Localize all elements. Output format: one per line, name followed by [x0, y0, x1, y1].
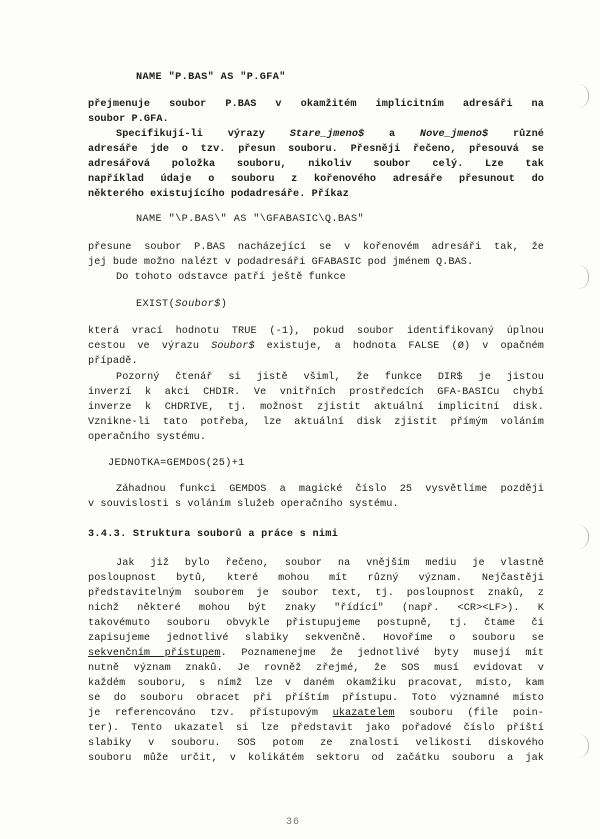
text-line: která vrací hodnotu TRUE (-1), pokud soubor identifikovaný úplnou [88, 326, 544, 337]
text-line: Specifikují-li výrazy Stare_jmeno$ a Nove_jmeno$ různé [116, 129, 545, 140]
text-line: slabiky v souboru. SOS potom ze znalosti velikosti diskového [88, 738, 544, 749]
text-line: ter). Tento ukazatel si lze představit jako pořadové číslo příští [88, 723, 544, 734]
text-line: adresářová položka souboru, nikoliv soubor celý. Lze tak [88, 159, 544, 170]
text-line: v souvislosti s voláním služeb operačního systému. [88, 499, 399, 510]
code-line: EXIST(Soubor$) [136, 299, 228, 310]
section-heading: 3.4.3. Struktura souborů a práce s nimi [88, 529, 339, 540]
text-line: Pozorný čtenář si jistě všiml, že funkce DIR$ je jistou [116, 372, 544, 383]
code-line: JEDNOTKA=GEMDOS(25)+1 [108, 458, 245, 469]
text-line: se do souboru obracet při příštím přístupu. Toto významné místo [88, 693, 544, 704]
margin-mark [578, 734, 589, 758]
text-line: Jak již bylo řečeno, soubor na vnějším mediu je vlastně [116, 558, 544, 569]
text-line: cestou ve výrazu Soubor$ existuje, a hodnota FALSE (Ø) v opačném [88, 341, 544, 352]
text-line: zapisujeme jednotlivé slabiky sekvenčně. Hovoříme o souboru se [88, 633, 544, 644]
code-line: NAME "\P.BAS\" AS "\GFABASIC\Q.BAS" [136, 214, 364, 225]
text-line: každém souboru, s nímž lze v daném okamžiku pracovat, místo, kam [88, 678, 544, 689]
text-line: přejmenuje soubor P.BAS v okamžitém implicitním adresáři na [88, 99, 544, 110]
text-line: takovémuto souboru obvykle přistupujeme postupně, tj. čtame či [88, 618, 544, 629]
text-line: souboru může určit, v kolikátém sektoru od začátku souboru a jak [88, 753, 544, 764]
text-line: představitelným souborem je soubor text, tj. posloupnost znaků, z [88, 588, 544, 599]
text-line: soubor P.GFA. [88, 114, 169, 125]
text-line: adresáře jde o tzv. přesun souboru. Přesněji řečeno, přesouvá se [88, 144, 544, 155]
margin-mark [578, 84, 589, 108]
page-number: 36 [286, 817, 301, 828]
text-line: je referencováno tzv. přístupovým ukazatelem souboru (file poin- [88, 708, 544, 719]
text-line: posloupnost bytů, které mohou mít různý význam. Nejčastěji [88, 573, 544, 584]
text-line: Záhadnou funkci GEMDOS a magické číslo 25 vysvětlíme později [116, 484, 544, 495]
text-line: některého existujícího podadresáře. Příkaz [88, 189, 349, 200]
text-line: Do tohoto odstavce patří ještě funkce [116, 272, 346, 283]
text-line: nichž některé mohou být znaky "řídící" (např. <CR><LF>). K [88, 603, 544, 614]
text-line: případě. [88, 356, 138, 367]
text-line: nutně význam znaků. Je rovněž zřejmé, že SOS musí evidovat v [88, 663, 544, 674]
text-line: inverzí k akci CHDIR. Ve vnitřních prostředcích GFA-BASICu chybí [88, 387, 544, 398]
code-line: NAME "P.BAS" AS "P.GFA" [136, 72, 286, 83]
margin-mark [578, 525, 589, 549]
text-line: například údaje o souboru z kořenového adresáře přesunout do [88, 174, 544, 185]
text-line: jej bude možno nalézt v podadresáři GFABASIC pod jménem Q.BAS. [88, 257, 474, 268]
text-line: Vznikne-li tato potřeba, lze aktuální disk zjistit přímým voláním [88, 417, 544, 428]
text-line: sekvenčním přístupem. Poznamenejme že jednotlivé byty musejí mít [88, 648, 544, 659]
text-line: operačního systému. [88, 432, 207, 443]
text-line: přesune soubor P.BAS nacházející se v kořenovém adresáři tak, že [88, 242, 544, 253]
margin-mark [578, 265, 589, 289]
text-line: inverze k CHDRIVE, tj. možnost zjistit aktuální implicitní disk. [88, 402, 544, 413]
